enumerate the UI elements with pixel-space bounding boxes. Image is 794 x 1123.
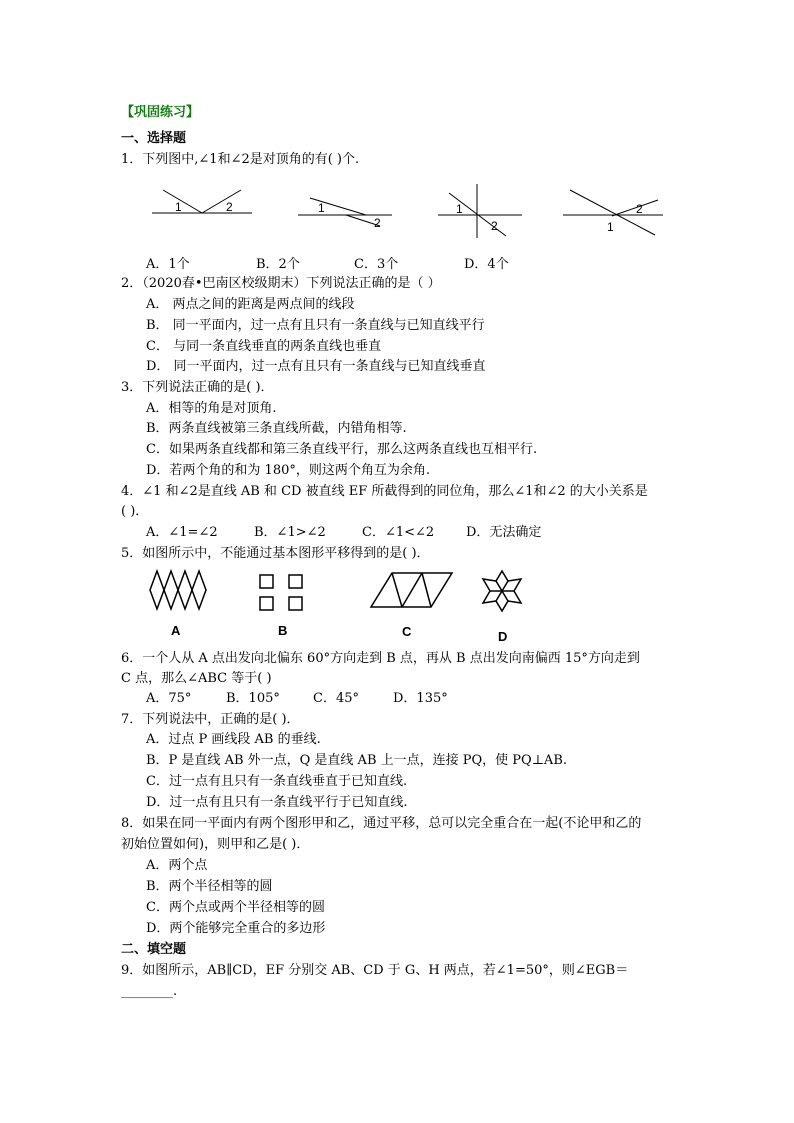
practice-heading: 【巩固练习】 [121, 105, 200, 120]
q5-figure-d [483, 571, 521, 611]
q2-stem: 2．（2020春•巴南区校级期末）下列说法正确的是（ ） [121, 276, 441, 291]
q1-option-b: B．2个 [256, 257, 300, 272]
q3-option-d: D．若两个角的和为 180°，则这两个角互为余角. [146, 463, 431, 478]
q1-option-d: D．4个 [464, 257, 509, 272]
q3-option-a: A．相等的角是对顶角. [146, 401, 277, 416]
q1-fig1-label-2: 2 [226, 200, 233, 214]
q7-option-d: D．过一点有且只有一条直线平行于已知直线. [146, 795, 408, 810]
q6-option-c: C．45° [313, 691, 359, 706]
q5-figures [0, 565, 794, 650]
q7-option-a: A．过点 P 画线段 AB 的垂线. [146, 732, 321, 747]
section-multiple-choice: 一、选择题 [121, 131, 187, 146]
q1-fig4-label-1: 1 [607, 220, 614, 234]
q4-option-d: D．无法确定 [466, 525, 542, 540]
q1-option-c: C．3个 [354, 257, 399, 272]
q6-option-d: D．135° [393, 691, 448, 706]
q7-stem: 7．下列说法中，正确的是( )． [121, 712, 300, 727]
q5-figure-a [150, 571, 206, 609]
q6-options [146, 690, 448, 708]
q1-option-a: A．1个 [146, 257, 190, 272]
q8-option-b: B．两个半径相等的圆 [146, 879, 273, 894]
q3-option-c: C．如果两条直线都和第三条直线平行，那么这两条直线也互相平行. [146, 442, 538, 457]
q6-option-a: A．75° [146, 691, 192, 706]
q1-figures [0, 180, 794, 240]
q5-stem: 5．如图所示中，不能通过基本图形平移得到的是( )． [121, 546, 430, 561]
q5-label-b: B [278, 623, 288, 638]
q3-option-b: B．两条直线被第三条直线所截，内错角相等. [146, 421, 407, 436]
q1-fig2-label-1: 1 [318, 201, 325, 215]
q1-fig3-label-1: 1 [456, 202, 463, 216]
q9-stem: 9．如图所示，AB∥CD，EF 分别交 AB、CD 于 G、H 两点，若∠1=50°，则∠EGB＝ [121, 963, 629, 978]
q1-fig4-label-2: 2 [636, 202, 643, 216]
q9-answer-blank[interactable]: ________. [121, 984, 178, 999]
q8-option-c: C．两个点或两个半径相等的圆 [146, 900, 325, 915]
q8-option-a: A．两个点 [146, 858, 208, 873]
q4-option-b: B．∠1>∠2 [254, 525, 326, 540]
q2-option-d: D． 同一平面内，过一点有且只有一条直线与已知直线垂直 [146, 359, 486, 374]
q1-options [146, 256, 509, 274]
q4-option-c: C．∠1<∠2 [362, 525, 435, 540]
q2-option-b: B． 同一平面内，过一点有且只有一条直线与已知直线平行 [146, 318, 485, 333]
q5-label-c: C [402, 624, 412, 639]
q4-options [146, 524, 541, 542]
q7-option-b: B．P 是直线 AB 外一点，Q 是直线 AB 上一点，连接 PQ，使 PQ⊥AB. [146, 753, 568, 768]
q4-stem-line1: 4．∠1 和∠2是直线 AB 和 CD 被直线 EF 所截得到的同位角，那么∠1和∠2 的大小关系是 [121, 484, 648, 499]
q1-fig3-label-2: 2 [491, 219, 498, 233]
q5-label-a: A [171, 623, 181, 638]
q6-option-b: B．105° [226, 691, 280, 706]
q6-stem-line1: 6．一个人从 A 点出发向北偏东 60°方向走到 B 点，再从 B 点出发向南偏西 15°方向走到 [121, 651, 640, 666]
q8-stem-line1: 8．如果在同一平面内有两个图形甲和乙，通过平移，总可以完全重合在一起(不论甲和乙的 [121, 816, 642, 831]
q1-figure-4 [563, 190, 663, 235]
q7-option-c: C．过一点有且只有一条直线垂直于已知直线. [146, 774, 408, 789]
q5-figure-c [371, 573, 452, 607]
q6-stem-line2: C 点，那么∠ABC 等于( ) [121, 671, 272, 686]
q3-stem: 3．下列说法正确的是( )． [121, 380, 274, 395]
q2-option-c: C． 与同一条直线垂直的两条直线也垂直 [146, 339, 382, 354]
q1-figure-1 [152, 190, 252, 214]
q4-option-a: A．∠1=∠2 [146, 525, 218, 540]
q8-option-d: D．两个能够完全重合的多边形 [146, 921, 326, 936]
q1-figure-2 [298, 198, 392, 230]
q8-stem-line2: 初始位置如何)，则甲和乙是( )． [121, 837, 310, 852]
q5-label-d: D [498, 629, 508, 644]
q5-figure-b [260, 575, 302, 610]
q4-stem-line2: ( )． [121, 504, 149, 519]
q1-stem: 1．下列图中,∠1和∠2是对顶角的有( )个. [121, 152, 360, 167]
q1-fig1-label-1: 1 [175, 200, 182, 214]
q2-option-a: A． 两点之间的距离是两点间的线段 [146, 297, 355, 312]
q1-figure-3 [438, 184, 522, 238]
q1-fig2-label-2: 2 [374, 216, 381, 230]
section-fill-in: 二、填空题 [121, 942, 187, 957]
